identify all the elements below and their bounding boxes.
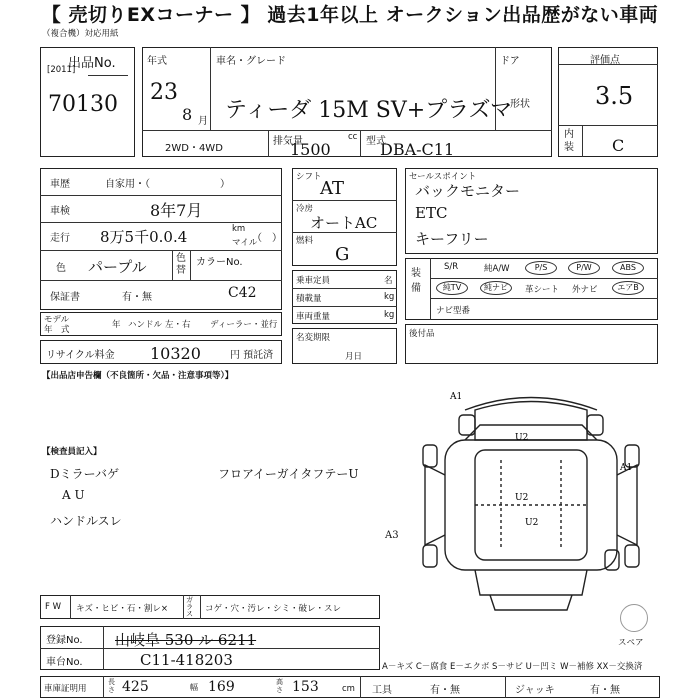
capacity-label: 乗車定員 — [296, 276, 331, 286]
year-value: 23 — [150, 80, 178, 105]
drive-value: 2WD・4WD — [165, 143, 223, 154]
equip-airbag: エアB — [612, 281, 644, 295]
fuel-label: 燃料 — [296, 236, 314, 246]
type-label: 型式 — [366, 136, 386, 147]
auction-banner: 【 売切りEXコーナー 】 過去1年以上 オークション出品歴がない車両 — [41, 4, 659, 26]
interior-value: C — [612, 136, 625, 155]
sales-line-1: バックモニター — [415, 182, 521, 200]
displacement-unit: cc — [348, 132, 358, 142]
equip-tv: 純TV — [436, 281, 468, 295]
reg-label: 登録No. — [46, 635, 83, 646]
dealer-value: ディーラー・並行 — [210, 320, 278, 330]
month-unit: 月 — [198, 116, 208, 127]
lot-label: 出品No. — [68, 56, 116, 71]
weight-unit: kg — [384, 310, 395, 320]
weight-label: 車両重量 — [296, 312, 331, 322]
equip-pw: P/W — [568, 261, 600, 275]
mileage-unit-mile: マイル — [232, 238, 258, 248]
equip-aw: 純A/W — [484, 264, 510, 274]
mileage-value: 8万5千0.0.4 — [100, 228, 188, 246]
equipment-label: 装備 — [411, 268, 421, 294]
equip-sr: S/R — [444, 262, 459, 272]
color-change-label: 色替 — [176, 253, 186, 276]
load-label: 積載量 — [296, 294, 322, 304]
change-day: 月日 — [345, 352, 363, 362]
cert-width-label: 幅 — [190, 683, 198, 692]
seller-notes-label: 【出品店申告欄（不良箇所・欠品・注意事項等）】 — [42, 371, 234, 381]
history-label: 車歴 — [50, 179, 70, 190]
car-diagram — [405, 385, 657, 615]
recycle-unit: 円 預託済 — [230, 350, 274, 361]
displacement-label: 排気量 — [273, 136, 303, 147]
lot-year-tag: [2011] — [47, 65, 76, 75]
interior-label: 内装 — [564, 129, 574, 153]
equip-navi: 純ナビ — [480, 281, 512, 295]
inspector-note-3: ハンドルスレ — [50, 514, 122, 528]
handle-label: ハンドル — [128, 320, 163, 330]
equip-abs: ABS — [612, 261, 644, 275]
car-name-value: ティーダ 15M SV+プラズマ — [225, 98, 513, 123]
warranty-label: 保証書 — [50, 292, 80, 303]
warranty-value: 有・無 — [122, 292, 152, 303]
model-change-year-unit: 年 — [112, 320, 121, 330]
change-label: 名変期限 — [296, 333, 331, 343]
capacity-unit: 名 — [384, 276, 393, 286]
cert-length-label: 長さ — [108, 678, 115, 694]
type-value: DBA-C11 — [380, 140, 455, 159]
fw-extra: コゲ・穴・汚レ・シミ・破レ・スレ — [205, 604, 342, 614]
inspection-value: 8年7月 — [150, 201, 203, 220]
fuel-value: G — [335, 244, 350, 265]
inspector-label: 【検査員記入】 — [42, 447, 102, 457]
inspector-note-4: フロアイーガイタフテーU — [218, 467, 359, 481]
color-label: 色 — [56, 263, 66, 274]
shift-value: AT — [320, 178, 345, 199]
recycle-value: 10320 — [150, 344, 201, 363]
month-value: 8 — [182, 105, 193, 124]
load-unit: kg — [384, 292, 395, 302]
ac-label: 冷房 — [296, 204, 314, 214]
mark-u2-roof: U2 — [515, 493, 529, 503]
equip-leather: 革シート — [525, 285, 560, 295]
door-label: ドア — [500, 56, 520, 67]
jack-label: ジャッキ — [515, 685, 555, 696]
recycle-label: リサイクル料金 — [46, 350, 115, 361]
mileage-label: 走行 — [50, 233, 70, 244]
damage-legend: A－キズ C－腐食 E－エクボ S－サビ U－凹ミ W－補修 XX－交換済 — [382, 662, 643, 672]
color-no-value: C42 — [228, 285, 257, 301]
spare-label: スペア — [618, 638, 644, 648]
mileage-unit-km: km — [232, 224, 246, 234]
car-name-label: 車名・グレード — [216, 56, 286, 67]
ac-value: オートAC — [310, 214, 378, 232]
tools-value: 有・無 — [430, 685, 460, 696]
handle-value: 左・右 — [165, 320, 191, 330]
cert-length: 425 — [122, 679, 149, 695]
mark-a3-left: A3 — [385, 530, 399, 541]
fw-items: キズ・ヒビ・石・割レ× — [76, 604, 168, 614]
post-equip-label: 後付品 — [409, 329, 435, 339]
inspection-label: 車検 — [50, 206, 70, 217]
equip-ps: P/S — [525, 261, 557, 275]
shift-label: シフト — [296, 172, 322, 182]
tools-label: 工具 — [372, 685, 392, 696]
model-change-label1: モデル — [44, 315, 70, 325]
sales-line-3: キーフリー — [415, 230, 489, 248]
mileage-paren: （ ） — [252, 233, 282, 244]
cert-width: 169 — [208, 679, 235, 695]
cert-height-label: 高さ — [276, 678, 283, 694]
sales-line-2: ETC — [415, 204, 448, 222]
chassis-label: 車台No. — [46, 657, 83, 668]
sales-label: セールスポイント — [409, 172, 477, 182]
shape-label: 形状 — [510, 99, 530, 110]
header-note: （複合機）対応用紙 — [42, 29, 119, 39]
navi-model-label: ナビ型番 — [436, 306, 471, 316]
color-no-label: カラーNo. — [196, 257, 243, 268]
year-label: 年式 — [147, 56, 167, 67]
mark-u2-hood: U2 — [515, 433, 529, 443]
inspector-note-1: Dミラーバゲ — [50, 467, 120, 481]
grade-label: 評価点 — [590, 55, 620, 66]
history-value: 自家用・（ ） — [105, 179, 230, 190]
color-value: パープル — [88, 258, 147, 276]
grade-score: 3.5 — [595, 82, 634, 110]
displacement-value: 1500 — [290, 140, 331, 159]
jack-value: 有・無 — [590, 685, 620, 696]
chassis-value: C11-418203 — [140, 651, 233, 669]
reg-value: 山岐阜 530 ル 6211 — [115, 631, 257, 649]
model-change-label2: 年 式 — [44, 325, 70, 335]
cert-height: 153 — [292, 679, 319, 695]
fw-glass-label: ガラス — [186, 596, 193, 618]
mark-a1-right: A1 — [620, 463, 633, 473]
cert-unit: cm — [342, 684, 355, 694]
mark-u2-trunk: U2 — [525, 518, 539, 528]
post-equip-box — [405, 324, 658, 364]
fw-label: F W — [45, 602, 61, 612]
lot-number: 70130 — [48, 92, 118, 117]
equip-ext-navi: 外ナビ — [572, 285, 598, 295]
inspector-note-2: A U — [62, 488, 85, 502]
spare-tire-icon — [620, 604, 648, 632]
mark-a1-top: A1 — [450, 392, 463, 402]
cert-label: 車庫証明用 — [44, 684, 87, 694]
